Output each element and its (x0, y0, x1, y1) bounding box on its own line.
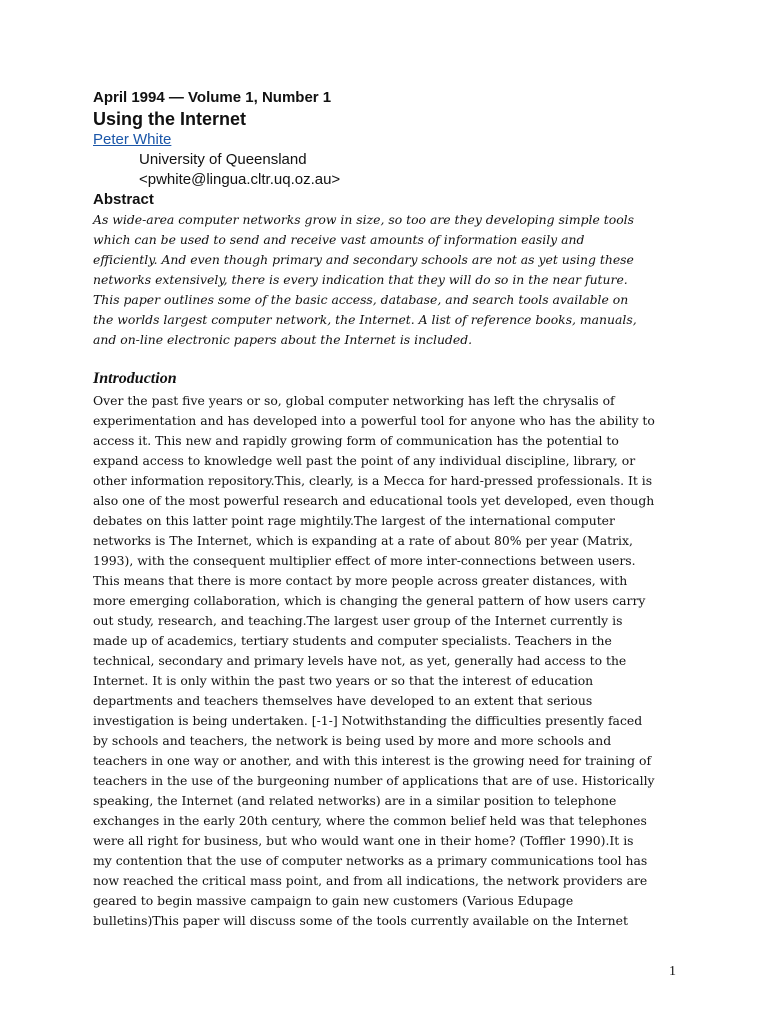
article-title: Using the Internet (93, 109, 247, 129)
issue-line: April 1994 — Volume 1, Number 1 (93, 89, 332, 106)
body-line: out study, research, and teaching.The largest user group of the Internet currently is (93, 613, 623, 628)
abstract-body (93, 210, 693, 350)
body-line: more emerging collaboration, which is changing the general pattern of how users carry (93, 593, 646, 608)
body-line: debates on this latter point rage mightily.The largest of the international computer (93, 513, 615, 528)
body-line: also one of the most powerful research and educational tools yet developed, even though (93, 493, 655, 508)
body-line: investigation is being undertaken. [-1-] Notwithstanding the difficulties presently faced (93, 713, 643, 728)
body-line: my contention that the use of computer networks as a primary communications tool has (93, 853, 648, 868)
body-line: now reached the critical mass point, and from all indications, the network providers are (93, 873, 648, 888)
body-line: experimentation and has developed into a powerful tool for anyone who has the ability to (93, 413, 655, 428)
abstract-line: networks extensively, there is every indication that they will do so in the near future. (93, 272, 628, 287)
body-line: 1993), with the consequent multiplier effect of more inter-connections between users. (93, 553, 636, 568)
introduction-heading: Introduction (93, 370, 177, 387)
author-email: <pwhite@lingua.cltr.uq.oz.au> (139, 171, 341, 188)
body-line: networks is The Internet, which is expanding at a rate of about 80% per year (Matrix, (93, 533, 633, 548)
body-line: other information repository.This, clearly, is a Mecca for hard-pressed professionals. It is (93, 473, 653, 488)
body-line: expand access to knowledge well past the point of any individual discipline, library, or (93, 453, 636, 468)
body-line: made up of academics, tertiary students and computer specialists. Teachers in the (93, 633, 612, 648)
body-line: access it. This new and rapidly growing form of communication has the potential to (93, 433, 619, 448)
body-line: technical, secondary and primary levels have not, as yet, generally had access to the (93, 653, 627, 668)
body-line: by schools and teachers, the network is being used by more and more schools and (93, 733, 612, 748)
introduction-body (93, 391, 693, 931)
abstract-line: the worlds largest computer network, the Internet. A list of reference books, manuals, (93, 312, 637, 327)
body-line: bulletins)This paper will discuss some of the tools currently available on the Internet (93, 913, 628, 928)
abstract-line: This paper outlines some of the basic access, database, and search tools available on (93, 292, 629, 307)
body-line: teachers in one way or another, and with this interest is the growing need for training of (93, 753, 652, 768)
body-line: speaking, the Internet (and related networks) are in a similar position to telephone (93, 793, 617, 808)
body-line: geared to begin massive campaign to gain new customers (Various Edupage (93, 893, 574, 908)
body-line: teachers in the use of the burgeoning number of applications that are of use. Historically (93, 773, 655, 788)
author-institution: University of Queensland (139, 151, 307, 168)
body-line: were all right for business, but who would want one in their home? (Toffler 1990).It is (93, 833, 634, 848)
body-line: Internet. It is only within the past two years or so that the interest of education (93, 673, 594, 688)
abstract-heading: Abstract (93, 191, 154, 208)
body-line: exchanges in the early 20th century, where the common belief held was that telephones (93, 813, 647, 828)
abstract-line: which can be used to send and receive vast amounts of information easily and (93, 232, 585, 247)
abstract-line: efficiently. And even though primary and secondary schools are not as yet using these (93, 252, 634, 267)
body-line: departments and teachers themselves have developed to an extent that serious (93, 693, 593, 708)
body-line: Over the past five years or so, global computer networking has left the chrysalis of (93, 393, 615, 408)
author-link[interactable]: Peter White (93, 131, 172, 148)
abstract-line: and on-line electronic papers about the Internet is included. (93, 332, 473, 347)
page-number: 1 (669, 964, 676, 979)
abstract-line: As wide-area computer networks grow in size, so too are they developing simple tools (93, 212, 634, 227)
body-line: This means that there is more contact by more people across greater distances, with (93, 573, 628, 588)
